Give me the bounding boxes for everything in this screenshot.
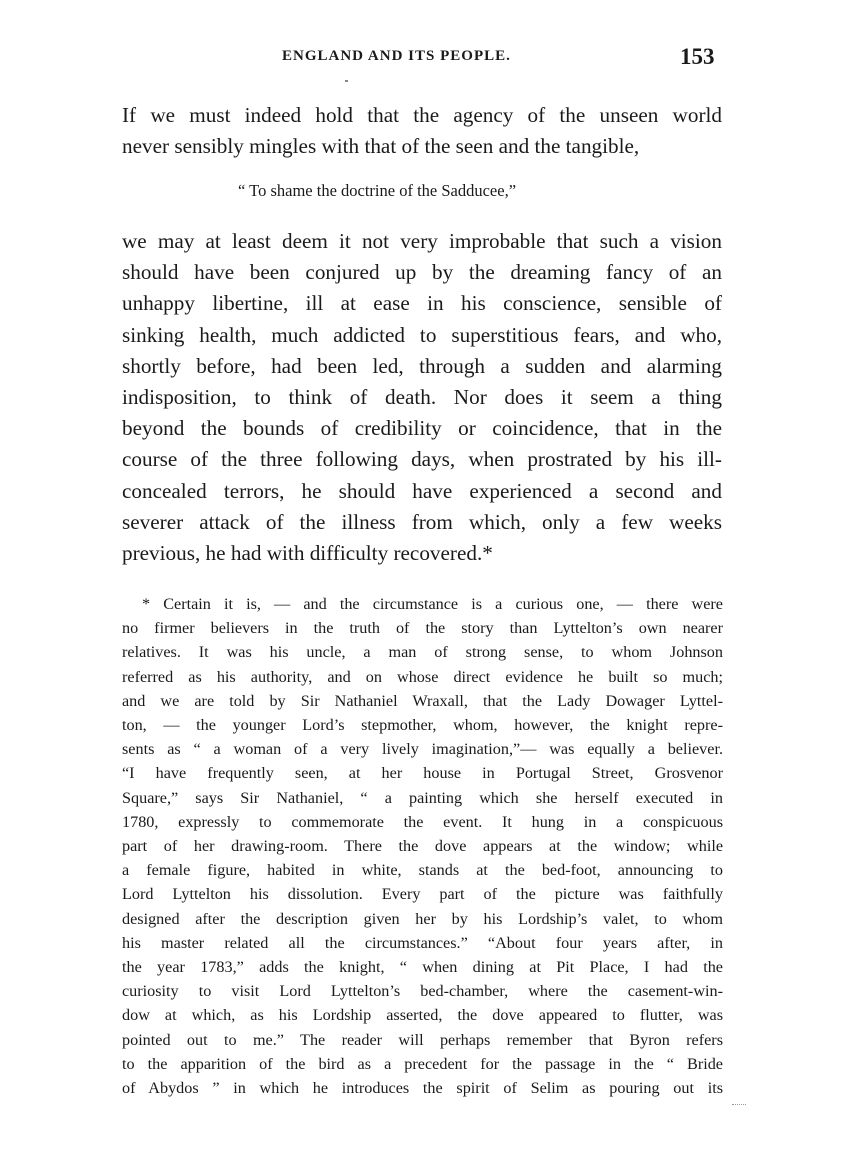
text-line: unhappy libertine, ill at ease in his conscience, sensible of <box>122 291 722 316</box>
print-smudge <box>732 1104 746 1108</box>
footnote-line: designed after the description given her by his Lordship’s valet, to whom <box>122 909 723 928</box>
footnote-line: a female figure, habited in white, stands at the bed-foot, announcing to <box>122 861 723 880</box>
footnote-line: Square,” says Sir Nathaniel, “ a painting which she herself executed in <box>122 788 723 807</box>
footnote-line: no firmer believers in the truth of the story than Lyttelton’s own nearer <box>122 619 723 638</box>
footnote-line: to the apparition of the bird as a precedent for the passage in the “ Bride <box>122 1054 723 1073</box>
text-line: should have been conjured up by the dreaming fancy of an <box>122 260 722 285</box>
page-number: 153 <box>680 44 715 69</box>
text-line: we may at least deem it not very improbable that such a vision <box>122 229 722 253</box>
footnote-line: part of her drawing-room. There the dove appears at the window; while <box>122 837 723 856</box>
body-paragraph-2 <box>122 226 722 569</box>
text-line: shortly before, had been led, through a sudden and alarming <box>122 353 722 378</box>
print-mark <box>345 80 348 82</box>
text-line: If we must indeed hold that the agency of the unseen world <box>122 103 722 127</box>
footnote-line: Lord Lyttelton his dissolution. Every part of the picture was faithfully <box>122 885 723 904</box>
text-line: course of the three following days, when prostrated by his ill- <box>122 447 722 472</box>
footnote-line: 1780, expressly to commemorate the event. It hung in a conspicuous <box>122 812 723 831</box>
footnote-line: his master related all the circumstances.” “About four years after, in <box>122 933 723 952</box>
footnote <box>122 592 723 1100</box>
footnote-line: referred as his authority, and on whose direct evidence he built so much; <box>122 667 723 686</box>
text-line: sinking health, much addicted to superstitious fears, and who, <box>122 322 722 347</box>
body-paragraph-1 <box>122 100 722 162</box>
footnote-line: “I have frequently seen, at her house in Portugal Street, Grosvenor <box>122 764 723 783</box>
footnote-line: sents as “ a woman of a very lively imagination,”— was equally a believer. <box>122 740 723 759</box>
footnote-line: curiosity to visit Lord Lyttelton’s bed-chamber, where the casement-win- <box>122 982 723 1001</box>
text-line: beyond the bounds of credibility or coincidence, that in the <box>122 416 722 441</box>
text-line: never sensibly mingles with that of the seen and the tangible, <box>122 134 640 159</box>
footnote-line: of Abydos ” in which he introduces the spirit of Selim as pouring out its <box>122 1079 723 1098</box>
running-title: ENGLAND AND ITS PEOPLE. <box>282 48 511 64</box>
footnote-line: ton, — the younger Lord’s stepmother, whom, however, the knight repre- <box>122 716 723 735</box>
text-line: concealed terrors, he should have experienced a second and <box>122 478 722 503</box>
text-line: previous, he had with difficulty recovered.* <box>122 541 493 566</box>
footnote-line: pointed out to me.” The reader will perhaps remember that Byron refers <box>122 1030 723 1049</box>
footnote-line: the year 1783,” adds the knight, “ when dining at Pit Place, I had the <box>122 958 723 977</box>
block-quote: “ To shame the doctrine of the Sadducee,” <box>238 181 517 200</box>
text-line: severer attack of the illness from which, only a few weeks <box>122 509 722 534</box>
footnote-line: relatives. It was his uncle, a man of strong sense, to whom Johnson <box>122 643 723 662</box>
footnote-line: and we are told by Sir Nathaniel Wraxall, that the Lady Dowager Lyttel- <box>122 691 723 710</box>
footnote-line: dow at which, as his Lordship asserted, the dove appeared to flutter, was <box>122 1006 723 1025</box>
footnote-line: * Certain it is, — and the circumstance is a curious one, — there were <box>142 595 723 613</box>
text-line: indisposition, to think of death. Nor does it seem a thing <box>122 385 722 410</box>
